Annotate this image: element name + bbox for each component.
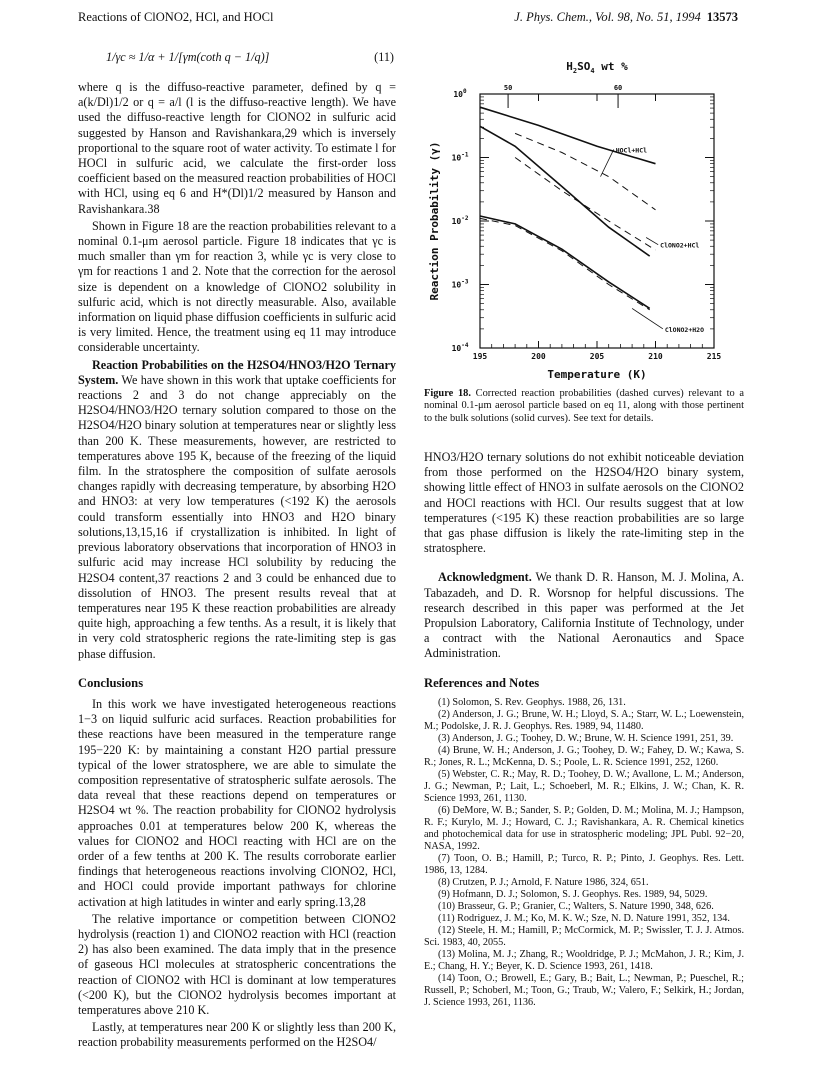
series-annotation: ClONO2+HCl bbox=[660, 241, 700, 250]
y-axis-label: Reaction Probability (γ) bbox=[428, 141, 441, 301]
running-header bbox=[78, 10, 738, 28]
reference-item: (12) Steele, H. M.; Hamill, P.; McCormick, M. P.; Swissler, T. J. J. Atmos. Sci. 1983, 40, 2055. bbox=[424, 924, 744, 948]
header-journal bbox=[514, 10, 738, 25]
y-tick-label: $10^{-3}$ bbox=[451, 278, 469, 290]
x-tick-label: 215 bbox=[706, 352, 722, 361]
figure-18 bbox=[424, 52, 744, 442]
reference-item: (14) Toon, O.; Browell, E.; Gary, B.; Bait, L.; Newman, P.; Pueschel, R.; Russell, P.; Schoberl, M.; Toon, G.; Traub, W.; Valero, F.; Selkirk, H.; Jordan, J. Science 1993, 261, 1136. bbox=[424, 972, 744, 1008]
reference-item: (10) Brasseur, G. P.; Granier, C.; Walters, S. Nature 1990, 348, 626. bbox=[438, 900, 714, 912]
series-line-dashed bbox=[480, 218, 650, 309]
equation-11 bbox=[78, 48, 396, 70]
ternary-text: We have shown in this work that uptake coefficients for reactions 2 and 3 do not change appreciably on the H2SO4/HNO3/H2O ternary solution compared to those on the H2SO4/H2O binary solution at temperatures near or slightly less than 200 K. These measurements, however, are restricted to temperatures above 195 K, because of the freezing of the liquid film. In the stratosphere the composition of sulfate aerosols changes rapidly with decreasing temperature, by absorbing H2O and HNO3: at very low temperatures (<192 K) the aerosols could transform essentially into HNO3 and H2O binary solutions,13,15,16 if crystallization is inhibited. In light of previous laboratory observations that incorporation of HNO3 in sulfuric acid may increase HCl solubility by reducing the H2SO4 content,37 reactions 2 and 3 could be enhanced due to dissolution of HNO3. The present results reveal that at temperatures near 195 K these reaction probabilities are already quite high, approaching a few tenths. As a result, it is likely that in very cold stratospheric regions the rate-limiting step is gas phase diffusion. bbox=[78, 372, 397, 661]
annotation-leader bbox=[646, 237, 658, 244]
reference-item: (9) Hofmann, D. J.; Solomon, S. J. Geophys. Res. 1989, 94, 5029. bbox=[438, 888, 708, 900]
header-citation: J. Phys. Chem., Vol. 98, No. 51, 1994 bbox=[514, 10, 701, 24]
y-tick-label: $10^0$ bbox=[453, 88, 467, 99]
reference-item: (13) Molina, M. J.; Zhang, R.; Wooldridge, P. J.; McMahon, J. R.; Kim, J. E.; Chang, H. Y.; Beyer, K. D. Science 1993, 261, 1418. bbox=[424, 948, 744, 972]
references-heading: References and Notes bbox=[424, 675, 540, 690]
y-tick-label: $10^{-2}$ bbox=[451, 215, 469, 226]
x-axis-label: Temperature (K) bbox=[547, 368, 647, 381]
y-tick-label: $10^{-1}$ bbox=[451, 151, 469, 163]
series-line-solid bbox=[480, 107, 656, 164]
paragraph: where q is the diffuso-reactive parameter, defined by q = a(k/Dl)1/2 or q = a/l (l is the diffuso-reactive length). We have used the diffuso-reactive length for ClONO2 in sulfuric acid suggested by Hanson and Ravishankara,29 which is inversely proportional to the square root of water activity. To estimate l for HOCl in sulfuric acid, we calculate the first-order loss coefficient based on the measured reaction probabilities of HOCl with HCl, using eq 6 and H*(Dl)1/2 measured by Hanson and Ravishankara.38 bbox=[78, 80, 396, 216]
series-line-solid bbox=[480, 216, 650, 308]
top-axis-label: 60 bbox=[613, 84, 623, 92]
reference-item: (7) Toon, O. B.; Hamill, P.; Turco, R. P.; Pinto, J. Geophys. Res. Lett. 1986, 13, 1284. bbox=[424, 852, 744, 876]
reference-item: (1) Solomon, S. Rev. Geophys. 1988, 26, 131. bbox=[438, 696, 626, 708]
paragraph: The relative importance or competition between ClONO2 hydrolysis (reaction 1) and ClONO2 reaction with HCl (reaction 2) has also been examined. The data imply that in the presence of gaseous HCl molecules at stratospheric concentrations the reaction of ClONO2 with HCl is dominant at low temperatures (<200 K), but the ClONO2 hydrolysis becomes important at temperatures above 210 K. bbox=[78, 911, 396, 1017]
x-tick-label: 195 bbox=[472, 352, 488, 361]
paragraph: Lastly, at temperatures near 200 K or slightly less than 200 K, reaction probability measurements performed on the H2SO4/ bbox=[78, 1020, 396, 1050]
equation-expression: 1/γc ≈ 1/α + 1/[γm(coth q − 1/q)] bbox=[106, 50, 270, 64]
equation-number: (11) bbox=[374, 50, 394, 64]
acknowledgment-heading: Acknowledgment. bbox=[438, 570, 532, 585]
series-annotation: HOCl+HCl bbox=[615, 146, 648, 155]
acknowledgment-paragraph bbox=[424, 570, 744, 661]
x-tick-label: 210 bbox=[648, 352, 663, 361]
top-axis-label: 50 bbox=[503, 84, 513, 92]
reference-item: (8) Crutzen, P. J.; Arnold, F. Nature 1986, 324, 651. bbox=[438, 876, 649, 888]
header-title: Reactions of ClONO2, HCl, and HOCl bbox=[78, 10, 274, 24]
paragraph: HNO3/H2O ternary solutions do not exhibit noticeable deviation from those performed on the H2SO4/H2O binary system, showing little effect of HNO3 in sulfate aerosols on the ClONO2 and HOCl reactions with HCl. Our results suggest that at low temperatures (<195 K) these reaction probabilities are so large that gas phase diffusion is likely the rate-limiting step in the stratosphere. bbox=[424, 450, 744, 556]
annotation-leader bbox=[632, 308, 663, 328]
ternary-heading: Reaction Probabilities on the H2SO4/HNO3/H2O Ternary System. bbox=[78, 357, 396, 387]
y-tick-label: $10^{-4}$ bbox=[451, 342, 469, 353]
left-column bbox=[78, 48, 396, 1053]
caption-text: Corrected reaction probabilities (dashed curves) relevant to a nominal 0.1-μm aerosol particle based on eq 11, along with those pertinent to the bulk solutions (solid curves). See text for details. bbox=[424, 388, 744, 424]
reference-item: (5) Webster, C. R.; May, R. D.; Toohey, D. W.; Avallone, L. M.; Anderson, J. G.; Newman, P.; Lait, L.; Schoeberl, M. R.; Elkins, J. W.; Chan, K. R. Science 1993, 261, 1130. bbox=[424, 768, 744, 804]
x-tick-label: 205 bbox=[589, 352, 605, 361]
right-column bbox=[424, 450, 744, 1009]
page-number: 13573 bbox=[706, 10, 738, 24]
ternary-paragraph bbox=[78, 358, 396, 662]
figure-caption bbox=[424, 388, 744, 425]
reference-item: (11) Rodriguez, J. M.; Ko, M. K. W.; Sze, N. D. Nature 1991, 352, 134. bbox=[438, 912, 730, 924]
chart-title: $H_2SO_4$ wt % bbox=[566, 60, 628, 75]
plot-frame bbox=[480, 94, 714, 348]
x-tick-label: 200 bbox=[531, 352, 546, 361]
reference-list bbox=[424, 697, 744, 1009]
reference-item: (6) DeMore, W. B.; Sander, S. P.; Golden, D. M.; Molina, M. J.; Hampson, R. F.; Kurylo, M. J.; Howard, C. J.; Ravishankara, A. R. Chemical kinetics and photochemical data for use in stratospheric modeling; JPL Publ. 92−20, NASA, 1992. bbox=[424, 804, 744, 852]
series-line-dashed bbox=[515, 133, 655, 209]
caption-label: Figure 18. bbox=[424, 388, 471, 399]
reference-item: (4) Brune, W. H.; Anderson, J. G.; Toohey, D. W.; Fahey, D. W.; Kawa, S. R.; Jones, R. L.; McKenna, D. S.; Poole, L. R. Science 1991, 252, 1260. bbox=[424, 744, 744, 768]
reference-item: (2) Anderson, J. G.; Brune, W. H.; Lloyd, S. A.; Starr, W. L.; Loewenstein, M.; Podolske, J. R. J. Geophys. Res. 1989, 94, 11480. bbox=[424, 708, 744, 732]
paragraph: Shown in Figure 18 are the reaction probabilities relevant to a nominal 0.1-μm aerosol particle. Figure 18 indicates that γc is much smaller than γm for reaction 3, while γc is very close to γm for reactions 1 and 2. Note that the correction for the aerosol size is dependent on a knowledge of ClONO2 solubility in sulfuric acid, which is not directly measurable. Also, available information on liquid phase diffusion coefficients in sulfuric acid is very limited. Hence, the treatment using eq 11 may introduce considerable uncertainty. bbox=[78, 218, 396, 355]
annotation-leader bbox=[601, 149, 614, 176]
acknowledgment-text: We thank D. R. Hanson, M. J. Molina, A. Tabazadeh, and D. R. Worsnop for helpful discussions. The research described in this paper was performed at the Jet Propulsion Laboratory, California Institute of Technology, under a contract with the National Aeronautics and Space Administration. bbox=[424, 570, 744, 661]
reaction-probability-chart bbox=[424, 52, 744, 382]
series-annotation: ClONO2+H2O bbox=[664, 325, 705, 334]
paragraph: In this work we have investigated heterogeneous reactions 1−3 on liquid sulfuric acid surfaces. Reaction probabilities for these reactions have been measured in the temperature range 195−220 K: by maintaining a constant H2O partial pressure typical of the lower stratosphere, we are able to simulate the composition representative of stratospheric sulfate aerosols. The data reveal that these reactions depend on temperatures or H2SO4 wt %. The reaction probability for ClONO2 hydrolysis approaches 0.01 at temperatures below 200 K, whereas the values for ClONO2 and HOCl reacting with HCl are on the order of a few tenths at 200 K. The results corroborate earlier findings that heterogeneous reactions involving ClONO2, HCl, and HOCl could provide important pathways for chlorine activation at high latitudes in winter and early spring.13,28 bbox=[78, 696, 396, 909]
conclusions-heading: Conclusions bbox=[78, 675, 144, 690]
reference-item: (3) Anderson, J. G.; Toohey, D. W.; Brune, W. H. Science 1991, 251, 39. bbox=[438, 732, 734, 744]
